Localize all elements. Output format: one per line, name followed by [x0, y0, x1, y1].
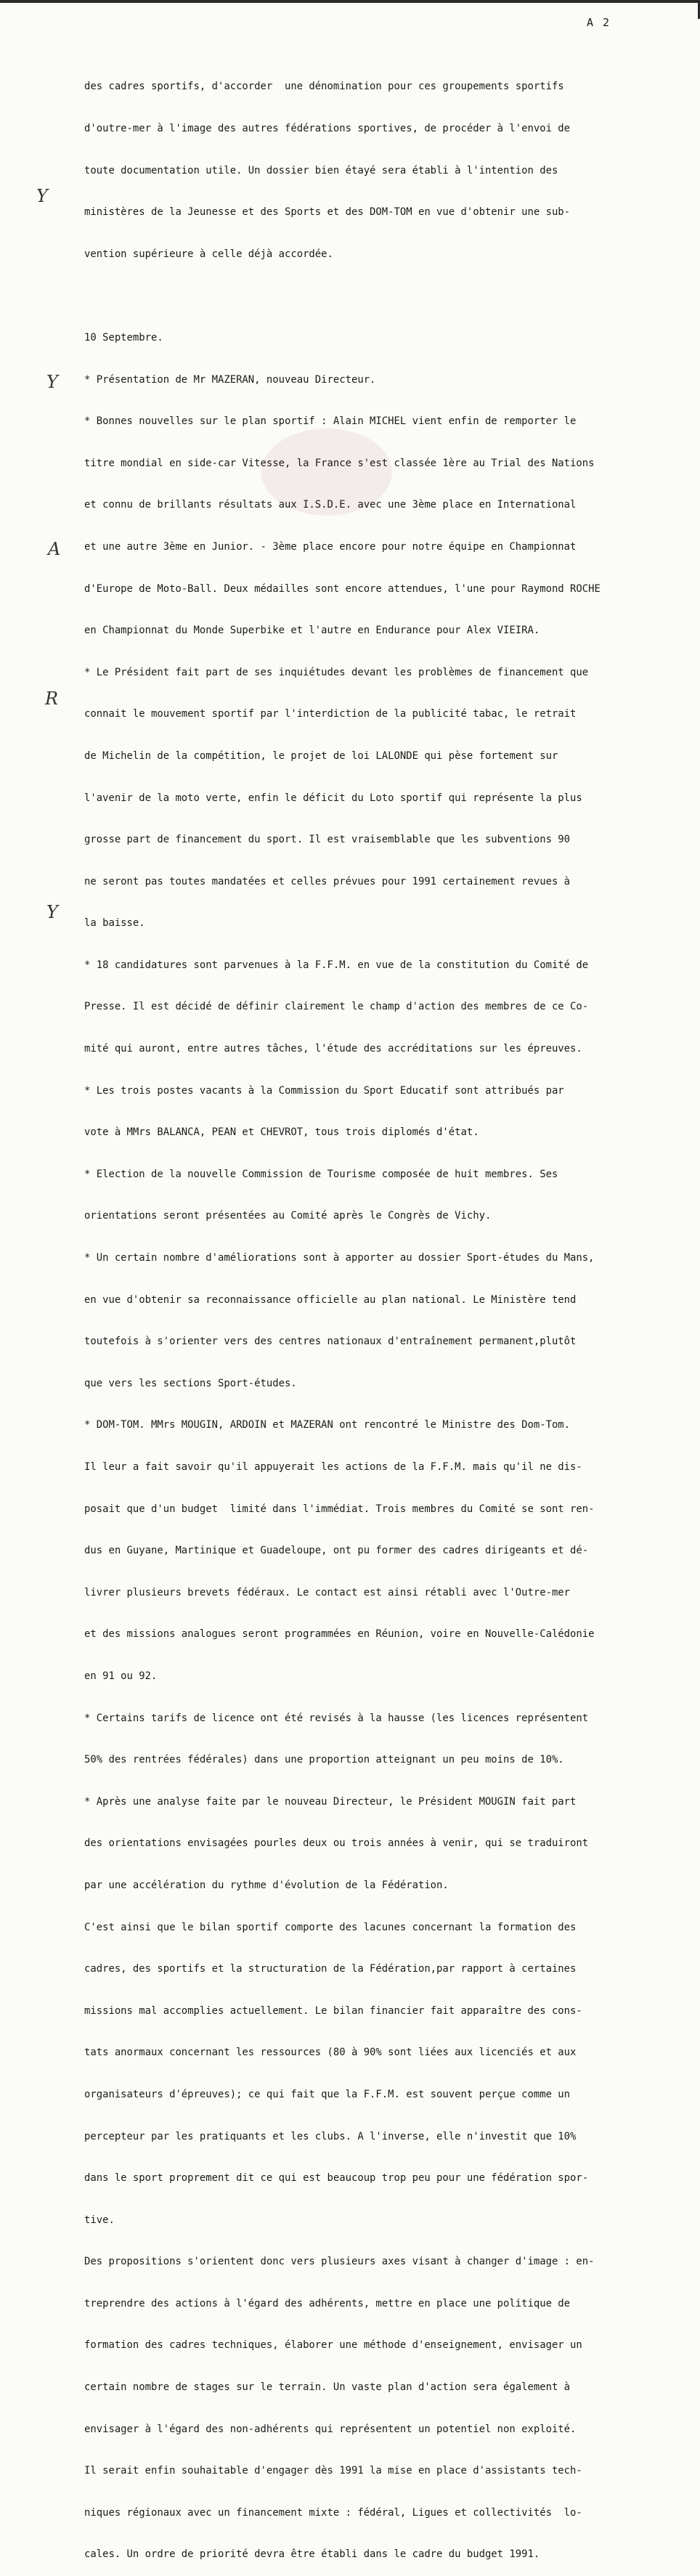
- body-line: et une autre 3ème en Junior. - 3ème place encore pour notre équipe en Championnat: [84, 540, 577, 553]
- body-line: l'avenir de la moto verte, enfin le déficit du Loto sportif qui représente la plus: [84, 792, 582, 804]
- body-line: * Présentation de Mr MAZERAN, nouveau Directeur.: [84, 373, 376, 386]
- page-number: A 2: [587, 16, 611, 29]
- body-line: * 18 candidatures sont parvenues à la F.F.M. en vue de la constitution du Comité de: [84, 959, 589, 971]
- body-line: la baisse.: [84, 917, 145, 930]
- body-line: treprendre des actions à l'égard des adhérents, mettre en place une politique de: [84, 2297, 571, 2309]
- body-line: percepteur par les pratiquants et les clubs. A l'inverse, elle n'investit que 10%: [84, 2130, 577, 2142]
- handwritten-margin-mark: Y: [46, 902, 58, 922]
- body-line: toutefois à s'orienter vers des centres nationaux d'entraînement permanent,plutôt: [84, 1336, 577, 1348]
- body-line: * Les trois postes vacants à la Commission du Sport Educatif sont attribués par: [84, 1084, 564, 1097]
- body-line: titre mondial en side-car Vitesse, la France s'est classée 1ère au Trial des Nations: [84, 457, 595, 469]
- body-line: certain nombre de stages sur le terrain. Un vaste plan d'action sera également à: [84, 2381, 571, 2394]
- body-line: tats anormaux concernant les ressources (80 à 90% sont liées aux licenciés et aux: [84, 2047, 577, 2059]
- body-line: d'Europe de Moto-Ball. Deux médailles sont encore attendues, l'une pour Raymond ROCHE: [84, 582, 601, 595]
- body-line: en vue d'obtenir sa reconnaissance officielle au plan national. Le Ministère tend: [84, 1293, 577, 1306]
- body-line: * Bonnes nouvelles sur le plan sportif : Alain MICHEL vient enfin de remporter le: [84, 415, 577, 428]
- body-line: en Championnat du Monde Superbike et l'autre en Endurance pour Alex VIEIRA.: [84, 625, 540, 637]
- handwritten-margin-mark: Y: [46, 372, 58, 392]
- handwritten-margin-mark: R: [45, 688, 59, 709]
- body-line: mité qui auront, entre autres tâches, l'étude des accréditations sur les épreuves.: [84, 1043, 582, 1055]
- section-date: 10 Septembre.: [84, 331, 163, 344]
- paragraph-gap: [84, 289, 687, 303]
- body-line: niques régionaux avec un financement mixte : fédéral, Ligues et collectivités lo-: [84, 2506, 582, 2519]
- document-body: [84, 52, 687, 2576]
- body-line: * Election de la nouvelle Commission de Tourisme composée de huit membres. Ses: [84, 1168, 558, 1180]
- body-line: dans le sport proprement dit ce qui est beaucoup trop peu pour une fédération spor-: [84, 2172, 589, 2185]
- body-line: cales. Un ordre de priorité devra être établi dans le cadre du budget 1991.: [84, 2548, 540, 2561]
- body-line: que vers les sections Sport-études.: [84, 1377, 297, 1389]
- body-line: Il serait enfin souhaitable d'engager dès 1991 la mise en place d'assistants tech-: [84, 2465, 582, 2477]
- body-line: * DOM-TOM. MMrs MOUGIN, ARDOIN et MAZERAN ont rencontré le Ministre des Dom-Tom.: [84, 1419, 571, 1431]
- body-line: grosse part de financement du sport. Il est vraisemblable que les subventions 90: [84, 834, 571, 846]
- body-line: connait le mouvement sportif par l'interdiction de la publicité tabac, le retrait: [84, 708, 577, 720]
- intro-line: des cadres sportifs, d'accorder une dénomination pour ces groupements sportifs: [84, 81, 564, 93]
- top-border-line: [0, 0, 700, 3]
- body-line: de Michelin de la compétition, le projet de loi LALONDE qui pèse fortement sur: [84, 749, 558, 762]
- body-line: * Un certain nombre d'améliorations sont à apporter au dossier Sport-études du Mans,: [84, 1252, 595, 1264]
- body-line: * Le Président fait part de ses inquiétudes devant les problèmes de financement que: [84, 666, 589, 678]
- intro-line: d'outre-mer à l'image des autres fédérations sportives, de procéder à l'envoi de: [84, 123, 571, 134]
- body-line: * Après une analyse faite par le nouveau Directeur, le Président MOUGIN fait part: [84, 1795, 577, 1808]
- body-line: et des missions analogues seront programmées en Réunion, voire en Nouvelle-Calédonie: [84, 1628, 595, 1641]
- body-line: des orientations envisagées pourles deux ou trois années à venir, qui se traduiront: [84, 1837, 589, 1850]
- body-line: organisateurs d'épreuves); ce qui fait que la F.F.M. est souvent perçue comme un: [84, 2088, 571, 2100]
- body-line: tive.: [84, 2214, 115, 2226]
- intro-line: vention supérieure à celle déjà accordée.: [84, 248, 333, 260]
- body-line: dus en Guyane, Martinique et Guadeloupe, ont pu former des cadres dirigeants et dé-: [84, 1545, 589, 1557]
- body-line: 50% des rentrées fédérales) dans une proportion atteignant un peu moins de 10%.: [84, 1754, 564, 1766]
- body-line: * Certains tarifs de licence ont été revisés à la hausse (les licences représentent: [84, 1712, 589, 1724]
- handwritten-margin-mark: Y: [36, 186, 48, 206]
- body-line: Des propositions s'orientent donc vers plusieurs axes visant à changer d'image : en-: [84, 2256, 595, 2268]
- intro-line: toute documentation utile. Un dossier bien étayé sera établi à l'intention des: [84, 164, 558, 176]
- body-line: cadres, des sportifs et la structuration de la Fédération,par rapport à certaines: [84, 1963, 577, 1975]
- body-line: envisager à l'égard des non-adhérents qui représentent un potentiel non exploité.: [84, 2423, 577, 2435]
- body-line: formation des cadres techniques, élaborer une méthode d'enseignement, envisager un: [84, 2339, 582, 2352]
- body-line: vote à MMrs BALANCA, PEAN et CHEVROT, tous trois diplomés d'état.: [84, 1126, 479, 1139]
- body-line: Il leur a fait savoir qu'il appuyerait les actions de la F.F.M. mais qu'il ne dis-: [84, 1461, 582, 1473]
- body-line: et connu de brillants résultats aux I.S.D.E. avec une 3ème place en International: [84, 499, 577, 511]
- intro-line: ministères de la Jeunesse et des Sports et des DOM-TOM en vue d'obtenir une sub-: [84, 206, 571, 219]
- body-line: orientations seront présentées au Comité après le Congrès de Vichy.: [84, 1210, 492, 1222]
- body-line: livrer plusieurs brevets fédéraux. Le contact est ainsi rétabli avec l'Outre-mer: [84, 1586, 571, 1598]
- body-line: Presse. Il est décidé de définir clairement le champ d'action des membres de ce Co-: [84, 1001, 589, 1013]
- body-line: en 91 ou 92.: [84, 1670, 158, 1682]
- body-line: ne seront pas toutes mandatées et celles prévues pour 1991 certainement revues à: [84, 875, 571, 887]
- body-line: par une accélération du rythme d'évolution de la Fédération.: [84, 1879, 449, 1891]
- body-line: missions mal accomplies actuellement. Le bilan financier fait apparaître des cons-: [84, 2004, 582, 2017]
- body-line: C'est ainsi que le bilan sportif comporte des lacunes concernant la formation des: [84, 1921, 577, 1933]
- body-line: posait que d'un budget limité dans l'immédiat. Trois membres du Comité se sont ren-: [84, 1503, 595, 1515]
- handwritten-margin-mark: A: [48, 539, 61, 559]
